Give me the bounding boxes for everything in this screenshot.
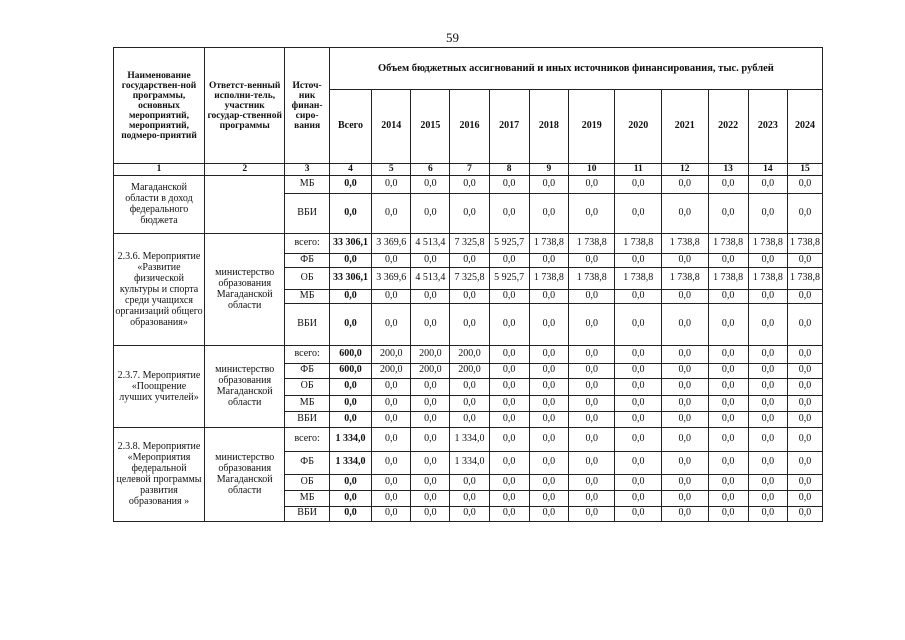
year-value: 0,0 xyxy=(787,451,822,474)
header-year: Всего xyxy=(329,90,371,164)
year-value: 0,0 xyxy=(708,378,748,395)
total-value: 0,0 xyxy=(329,506,371,521)
year-value: 0,0 xyxy=(708,395,748,411)
column-number: 1 xyxy=(114,164,205,176)
year-value: 0,0 xyxy=(411,193,450,233)
responsible-executor: министерство образования Магаданской области xyxy=(205,427,285,521)
column-number: 15 xyxy=(787,164,822,176)
measure-name: 2.3.7. Мероприятие «Поощрение лучших учителей» xyxy=(114,345,205,427)
year-value: 0,0 xyxy=(662,395,709,411)
year-value: 0,0 xyxy=(787,490,822,506)
funding-source: ОБ xyxy=(285,474,329,490)
funding-source: МБ xyxy=(285,175,329,193)
year-value: 0,0 xyxy=(748,395,787,411)
total-value: 0,0 xyxy=(329,474,371,490)
year-value: 0,0 xyxy=(787,253,822,267)
funding-source: МБ xyxy=(285,289,329,303)
year-value: 0,0 xyxy=(662,345,709,363)
total-value: 1 334,0 xyxy=(329,427,371,451)
year-value: 0,0 xyxy=(568,303,615,345)
responsible-executor xyxy=(205,175,285,233)
year-value: 0,0 xyxy=(489,474,529,490)
measure-name: 2.3.8. Мероприятие «Мероприятия федеральной целевой программы развития образования » xyxy=(114,427,205,521)
year-value: 0,0 xyxy=(489,303,529,345)
year-value: 0,0 xyxy=(748,289,787,303)
year-value: 0,0 xyxy=(568,395,615,411)
year-value: 0,0 xyxy=(450,289,489,303)
year-value: 0,0 xyxy=(568,378,615,395)
header-year: 2023 xyxy=(748,90,787,164)
funding-source: ОБ xyxy=(285,267,329,289)
year-value: 200,0 xyxy=(450,345,489,363)
year-value: 0,0 xyxy=(529,193,568,233)
year-value: 0,0 xyxy=(787,411,822,427)
year-value: 0,0 xyxy=(748,363,787,378)
year-value: 0,0 xyxy=(568,289,615,303)
year-value: 0,0 xyxy=(708,363,748,378)
funding-source: ОБ xyxy=(285,378,329,395)
year-value: 0,0 xyxy=(529,289,568,303)
year-value: 0,0 xyxy=(787,378,822,395)
year-value: 200,0 xyxy=(372,363,411,378)
year-value: 0,0 xyxy=(411,253,450,267)
year-value: 0,0 xyxy=(662,363,709,378)
funding-source: всего: xyxy=(285,427,329,451)
year-value: 0,0 xyxy=(615,427,662,451)
year-value: 0,0 xyxy=(708,427,748,451)
column-number: 2 xyxy=(205,164,285,176)
total-value: 600,0 xyxy=(329,345,371,363)
year-value: 0,0 xyxy=(615,378,662,395)
year-value: 0,0 xyxy=(708,303,748,345)
year-value: 0,0 xyxy=(662,378,709,395)
year-value: 200,0 xyxy=(411,345,450,363)
year-value: 0,0 xyxy=(615,474,662,490)
year-value: 0,0 xyxy=(662,289,709,303)
year-value: 0,0 xyxy=(662,193,709,233)
year-value: 0,0 xyxy=(662,253,709,267)
year-value: 0,0 xyxy=(489,506,529,521)
responsible-executor: министерство образования Магаданской области xyxy=(205,233,285,345)
year-value: 0,0 xyxy=(529,395,568,411)
year-value: 0,0 xyxy=(372,253,411,267)
header-year: 2017 xyxy=(489,90,529,164)
header-year: 2016 xyxy=(450,90,489,164)
year-value: 0,0 xyxy=(615,345,662,363)
table-row xyxy=(114,175,823,193)
year-value: 0,0 xyxy=(748,345,787,363)
header-year: 2015 xyxy=(411,90,450,164)
year-value: 0,0 xyxy=(787,345,822,363)
table-row xyxy=(114,345,823,363)
year-value: 0,0 xyxy=(489,490,529,506)
header-year: 2022 xyxy=(708,90,748,164)
year-value: 0,0 xyxy=(662,506,709,521)
year-value: 3 369,6 xyxy=(372,267,411,289)
year-value: 0,0 xyxy=(787,175,822,193)
year-value: 0,0 xyxy=(450,253,489,267)
year-value: 0,0 xyxy=(615,289,662,303)
year-value: 0,0 xyxy=(489,378,529,395)
year-value: 0,0 xyxy=(411,378,450,395)
year-value: 0,0 xyxy=(662,490,709,506)
year-value: 0,0 xyxy=(450,490,489,506)
year-value: 0,0 xyxy=(489,427,529,451)
year-value: 0,0 xyxy=(748,490,787,506)
measure-name: 2.3.6. Мероприятие «Развитие физической культуры и спорта среди учащихся организаций общего образования» xyxy=(114,233,205,345)
year-value: 1 738,8 xyxy=(568,267,615,289)
year-value: 0,0 xyxy=(615,303,662,345)
header-year: 2021 xyxy=(662,90,709,164)
year-value: 0,0 xyxy=(372,506,411,521)
year-value: 0,0 xyxy=(568,193,615,233)
year-value: 0,0 xyxy=(489,411,529,427)
year-value: 0,0 xyxy=(568,490,615,506)
year-value: 0,0 xyxy=(529,253,568,267)
column-number: 7 xyxy=(450,164,489,176)
year-value: 0,0 xyxy=(489,289,529,303)
year-value: 0,0 xyxy=(748,411,787,427)
funding-source: ВБИ xyxy=(285,303,329,345)
year-value: 0,0 xyxy=(708,289,748,303)
year-value: 0,0 xyxy=(450,193,489,233)
year-value: 0,0 xyxy=(529,411,568,427)
year-value: 0,0 xyxy=(372,289,411,303)
year-value: 4 513,4 xyxy=(411,233,450,253)
year-value: 1 334,0 xyxy=(450,427,489,451)
year-value: 0,0 xyxy=(450,411,489,427)
funding-source: ВБИ xyxy=(285,193,329,233)
funding-source: МБ xyxy=(285,395,329,411)
year-value: 0,0 xyxy=(708,506,748,521)
year-value: 0,0 xyxy=(372,490,411,506)
year-value: 1 738,8 xyxy=(615,267,662,289)
total-value: 0,0 xyxy=(329,395,371,411)
header-name: Наименование государствен-ной программы, основных мероприятий, мероприятий, подмеро-приятий xyxy=(114,48,205,164)
year-value: 0,0 xyxy=(708,474,748,490)
year-value: 0,0 xyxy=(708,175,748,193)
year-value: 0,0 xyxy=(450,395,489,411)
year-value: 0,0 xyxy=(372,193,411,233)
funding-source: всего: xyxy=(285,233,329,253)
funding-source: ФБ xyxy=(285,253,329,267)
year-value: 1 738,8 xyxy=(787,233,822,253)
header-year: 2019 xyxy=(568,90,615,164)
budget-table xyxy=(113,47,823,522)
year-value: 0,0 xyxy=(489,451,529,474)
year-value: 7 325,8 xyxy=(450,267,489,289)
year-value: 0,0 xyxy=(568,411,615,427)
year-value: 0,0 xyxy=(411,506,450,521)
year-value: 0,0 xyxy=(411,474,450,490)
funding-source: ВБИ xyxy=(285,411,329,427)
year-value: 0,0 xyxy=(787,303,822,345)
year-value: 1 738,8 xyxy=(529,233,568,253)
year-value: 0,0 xyxy=(489,345,529,363)
year-value: 0,0 xyxy=(411,395,450,411)
funding-source: ВБИ xyxy=(285,506,329,521)
year-value: 0,0 xyxy=(372,395,411,411)
year-value: 0,0 xyxy=(529,474,568,490)
year-value: 0,0 xyxy=(568,451,615,474)
year-value: 0,0 xyxy=(662,474,709,490)
year-value: 0,0 xyxy=(529,345,568,363)
year-value: 0,0 xyxy=(748,451,787,474)
year-value: 0,0 xyxy=(615,395,662,411)
year-value: 0,0 xyxy=(529,490,568,506)
funding-source: ФБ xyxy=(285,451,329,474)
column-number: 10 xyxy=(568,164,615,176)
year-value: 0,0 xyxy=(529,427,568,451)
year-value: 0,0 xyxy=(489,363,529,378)
year-value: 0,0 xyxy=(662,303,709,345)
year-value: 0,0 xyxy=(615,411,662,427)
year-value: 0,0 xyxy=(372,378,411,395)
funding-source: МБ xyxy=(285,490,329,506)
year-value: 0,0 xyxy=(568,345,615,363)
year-value: 0,0 xyxy=(748,474,787,490)
total-value: 0,0 xyxy=(329,378,371,395)
year-value: 0,0 xyxy=(489,253,529,267)
header-year: 2020 xyxy=(615,90,662,164)
year-value: 0,0 xyxy=(662,427,709,451)
year-value: 0,0 xyxy=(787,289,822,303)
year-value: 0,0 xyxy=(787,474,822,490)
table-row xyxy=(114,233,823,253)
year-value: 0,0 xyxy=(787,395,822,411)
year-value: 0,0 xyxy=(662,411,709,427)
column-number: 5 xyxy=(372,164,411,176)
year-value: 0,0 xyxy=(489,395,529,411)
year-value: 0,0 xyxy=(787,427,822,451)
year-value: 0,0 xyxy=(529,378,568,395)
year-value: 0,0 xyxy=(568,175,615,193)
header-year: 2014 xyxy=(372,90,411,164)
funding-source: ФБ xyxy=(285,363,329,378)
year-value: 0,0 xyxy=(411,451,450,474)
year-value: 1 738,8 xyxy=(748,267,787,289)
year-value: 1 738,8 xyxy=(787,267,822,289)
year-value: 0,0 xyxy=(787,363,822,378)
year-value: 5 925,7 xyxy=(489,233,529,253)
year-value: 0,0 xyxy=(372,175,411,193)
year-value: 0,0 xyxy=(615,175,662,193)
column-number: 11 xyxy=(615,164,662,176)
year-value: 0,0 xyxy=(787,506,822,521)
year-value: 0,0 xyxy=(568,506,615,521)
year-value: 0,0 xyxy=(372,411,411,427)
year-value: 0,0 xyxy=(489,175,529,193)
year-value: 0,0 xyxy=(615,451,662,474)
year-value: 0,0 xyxy=(708,193,748,233)
year-value: 0,0 xyxy=(450,175,489,193)
year-value: 5 925,7 xyxy=(489,267,529,289)
total-value: 0,0 xyxy=(329,303,371,345)
year-value: 1 738,8 xyxy=(708,267,748,289)
total-value: 33 306,1 xyxy=(329,267,371,289)
column-number: 3 xyxy=(285,164,329,176)
column-number: 12 xyxy=(662,164,709,176)
year-value: 1 738,8 xyxy=(748,233,787,253)
year-value: 0,0 xyxy=(787,193,822,233)
year-value: 0,0 xyxy=(529,363,568,378)
column-number: 14 xyxy=(748,164,787,176)
year-value: 0,0 xyxy=(748,303,787,345)
year-value: 0,0 xyxy=(529,451,568,474)
year-value: 200,0 xyxy=(372,345,411,363)
year-value: 0,0 xyxy=(529,303,568,345)
year-value: 0,0 xyxy=(372,427,411,451)
total-value: 600,0 xyxy=(329,363,371,378)
column-number: 6 xyxy=(411,164,450,176)
year-value: 0,0 xyxy=(411,289,450,303)
year-value: 0,0 xyxy=(372,303,411,345)
header-year: 2018 xyxy=(529,90,568,164)
year-value: 4 513,4 xyxy=(411,267,450,289)
year-value: 0,0 xyxy=(662,175,709,193)
year-value: 0,0 xyxy=(568,363,615,378)
year-value: 200,0 xyxy=(450,363,489,378)
year-value: 0,0 xyxy=(411,303,450,345)
total-value: 0,0 xyxy=(329,411,371,427)
year-value: 7 325,8 xyxy=(450,233,489,253)
year-value: 1 738,8 xyxy=(568,233,615,253)
year-value: 0,0 xyxy=(411,411,450,427)
year-value: 0,0 xyxy=(748,427,787,451)
year-value: 0,0 xyxy=(411,490,450,506)
column-number: 9 xyxy=(529,164,568,176)
year-value: 0,0 xyxy=(529,506,568,521)
year-value: 0,0 xyxy=(615,253,662,267)
total-value: 0,0 xyxy=(329,193,371,233)
year-value: 1 738,8 xyxy=(662,267,709,289)
year-value: 0,0 xyxy=(450,506,489,521)
year-value: 0,0 xyxy=(748,193,787,233)
year-value: 0,0 xyxy=(568,427,615,451)
column-number: 8 xyxy=(489,164,529,176)
year-value: 1 738,8 xyxy=(529,267,568,289)
funding-source: всего: xyxy=(285,345,329,363)
header-volume: Объем бюджетных ассигнований и иных источников финансирования, тыс. рублей xyxy=(329,48,822,90)
header-year: 2024 xyxy=(787,90,822,164)
page-number: 59 xyxy=(446,30,459,45)
year-value: 0,0 xyxy=(450,474,489,490)
year-value: 0,0 xyxy=(615,363,662,378)
total-value: 1 334,0 xyxy=(329,451,371,474)
year-value: 0,0 xyxy=(450,303,489,345)
year-value: 0,0 xyxy=(568,253,615,267)
year-value: 0,0 xyxy=(372,474,411,490)
year-value: 0,0 xyxy=(708,345,748,363)
table-row xyxy=(114,427,823,451)
year-value: 1 738,8 xyxy=(662,233,709,253)
year-value: 0,0 xyxy=(615,506,662,521)
year-value: 200,0 xyxy=(411,363,450,378)
year-value: 0,0 xyxy=(748,506,787,521)
responsible-executor: министерство образования Магаданской области xyxy=(205,345,285,427)
year-value: 0,0 xyxy=(450,378,489,395)
year-value: 0,0 xyxy=(489,193,529,233)
total-value: 0,0 xyxy=(329,175,371,193)
year-value: 1 334,0 xyxy=(450,451,489,474)
total-value: 0,0 xyxy=(329,253,371,267)
header-source: Источ-ник финан-сиро-вания xyxy=(285,48,329,164)
header-executor: Ответст-венный исполни-тель, участник государ-ственной программы xyxy=(205,48,285,164)
year-value: 0,0 xyxy=(708,411,748,427)
year-value: 0,0 xyxy=(708,451,748,474)
year-value: 3 369,6 xyxy=(372,233,411,253)
year-value: 0,0 xyxy=(708,253,748,267)
year-value: 0,0 xyxy=(708,490,748,506)
year-value: 1 738,8 xyxy=(708,233,748,253)
year-value: 0,0 xyxy=(372,451,411,474)
measure-name: Магаданской области в доход федерального бюджета xyxy=(114,175,205,233)
column-number: 4 xyxy=(329,164,371,176)
year-value: 0,0 xyxy=(568,474,615,490)
total-value: 0,0 xyxy=(329,289,371,303)
year-value: 0,0 xyxy=(411,175,450,193)
year-value: 1 738,8 xyxy=(615,233,662,253)
column-number: 13 xyxy=(708,164,748,176)
year-value: 0,0 xyxy=(748,378,787,395)
year-value: 0,0 xyxy=(529,175,568,193)
year-value: 0,0 xyxy=(615,490,662,506)
total-value: 0,0 xyxy=(329,490,371,506)
year-value: 0,0 xyxy=(748,253,787,267)
year-value: 0,0 xyxy=(615,193,662,233)
year-value: 0,0 xyxy=(662,451,709,474)
year-value: 0,0 xyxy=(748,175,787,193)
year-value: 0,0 xyxy=(411,427,450,451)
total-value: 33 306,1 xyxy=(329,233,371,253)
